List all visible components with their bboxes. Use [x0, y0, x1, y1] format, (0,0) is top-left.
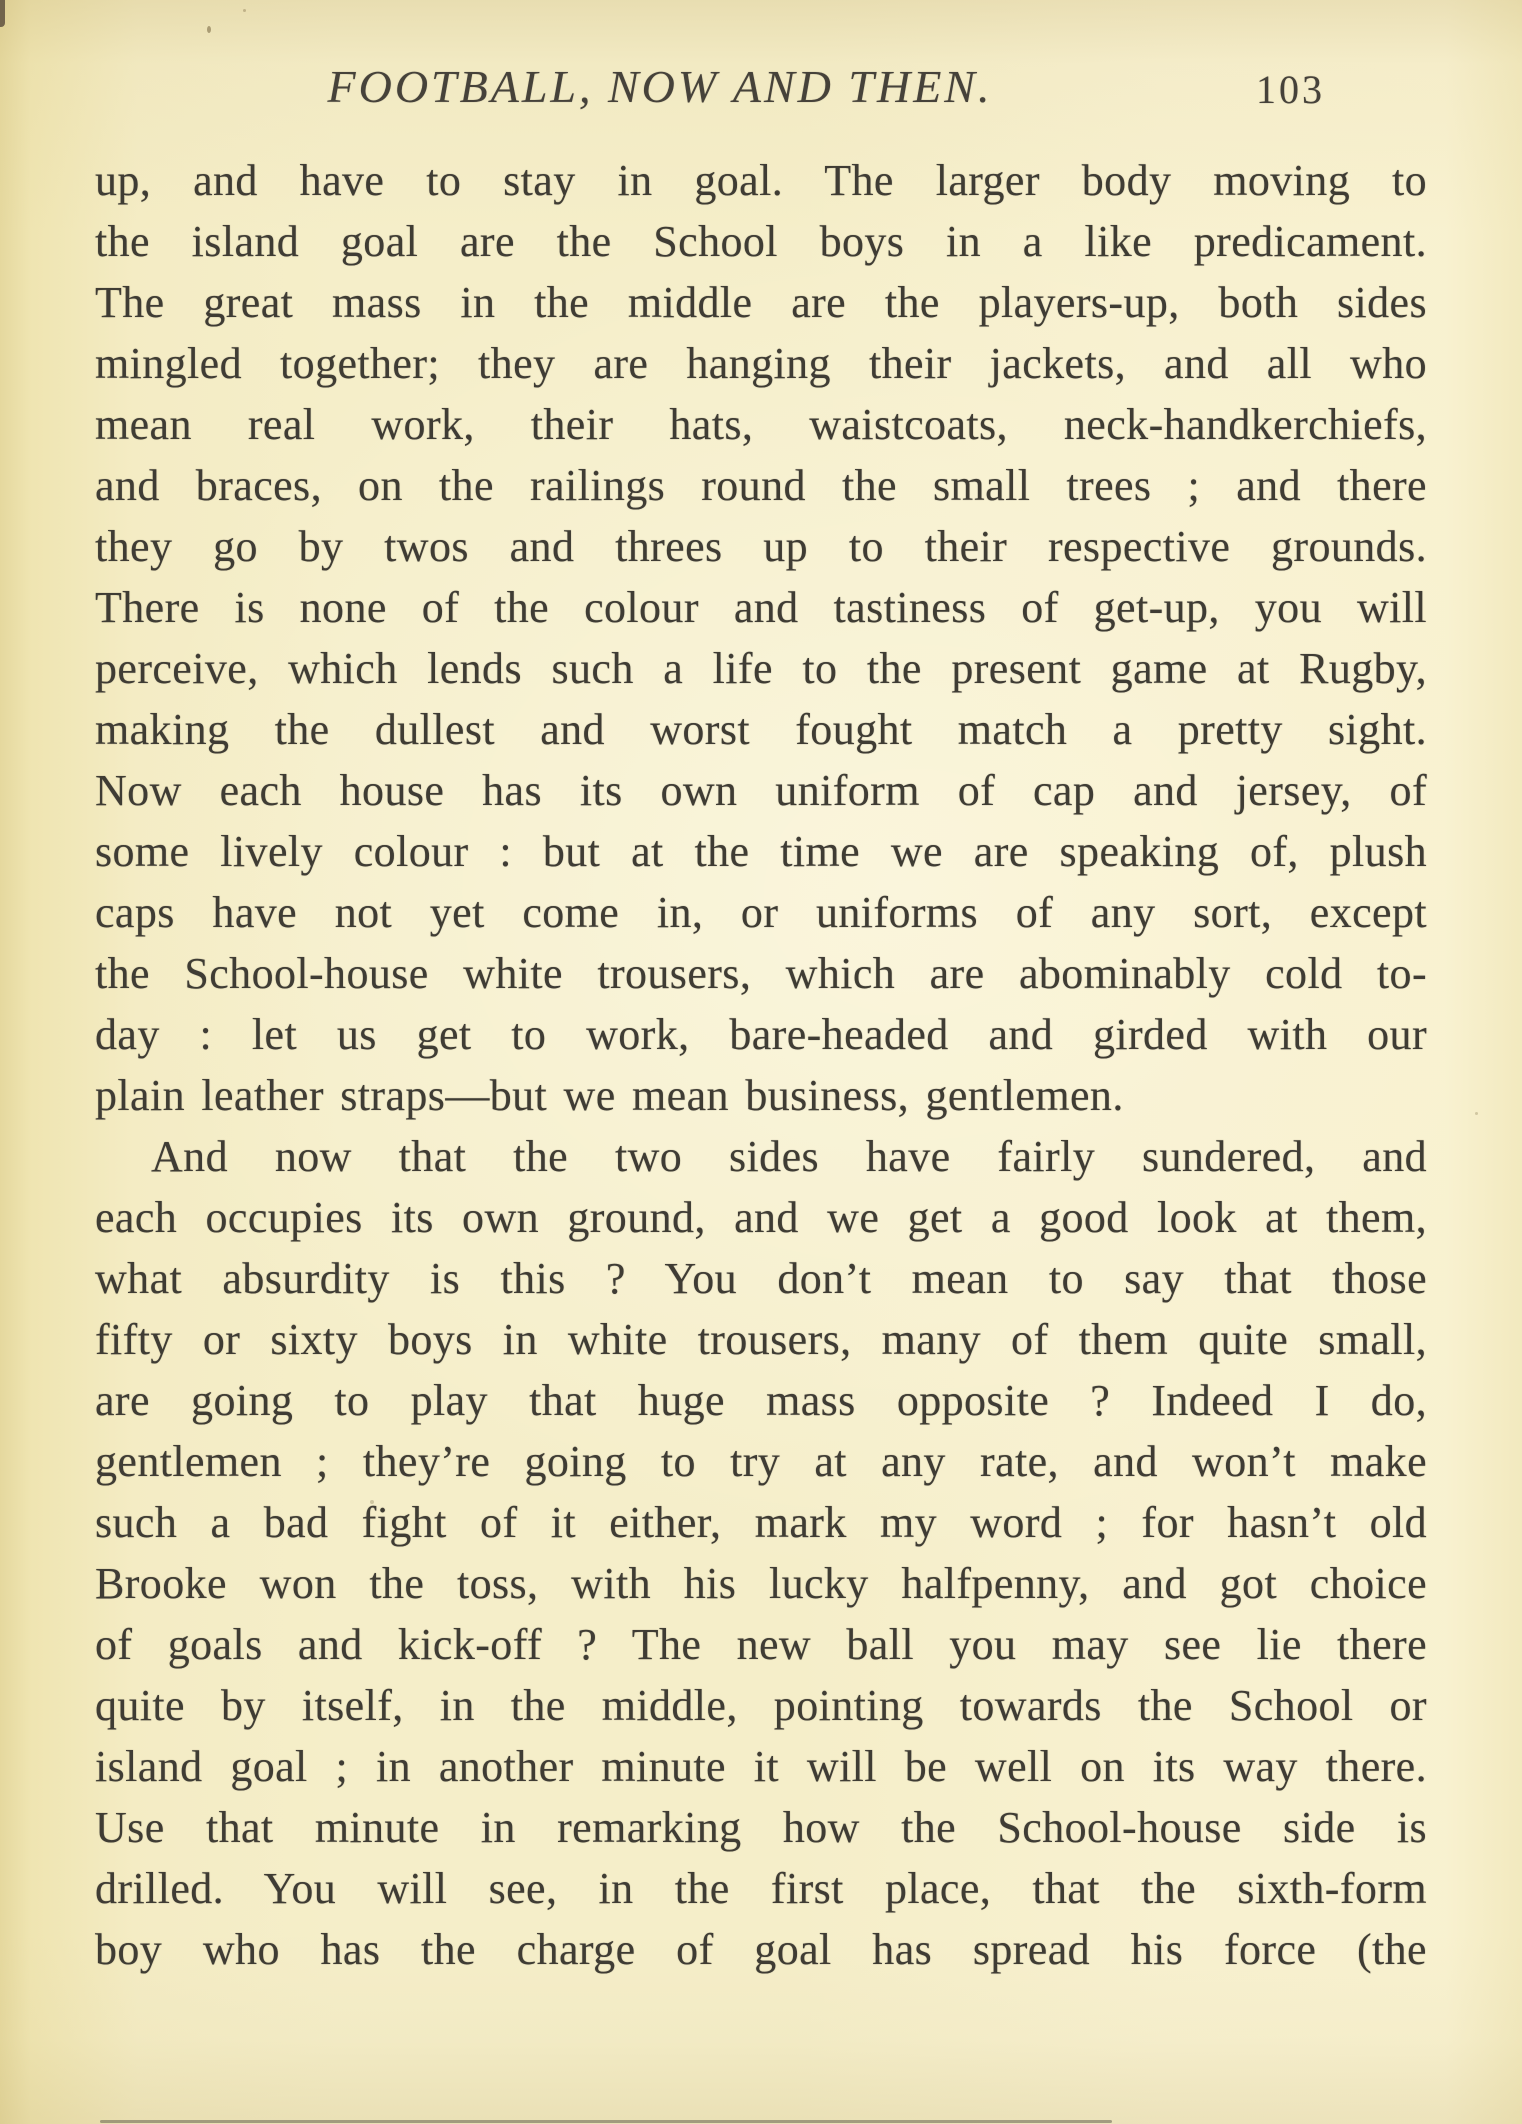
text-line: caps have not yet come in, or uniforms of any sort, except	[95, 888, 1427, 937]
text-line: gentlemen ; they’re going to try at any rate, and won’t make	[95, 1437, 1427, 1486]
paper-speck	[1475, 1112, 1478, 1115]
text-line: fifty or sixty boys in white trousers, many of them quite small,	[95, 1315, 1427, 1364]
text-line: day : let us get to work, bare-headed and girded with our	[95, 1010, 1427, 1059]
text-line: Brooke won the toss, with his lucky halfpenny, and got choice	[95, 1559, 1427, 1608]
text-line: up, and have to stay in goal. The larger body moving to	[95, 156, 1427, 205]
text-line: boy who has the charge of goal has spread his force (the	[95, 1925, 1427, 1974]
text-line: island goal ; in another minute it will be well on its way there.	[95, 1742, 1427, 1791]
text-line: each occupies its own ground, and we get a good look at them,	[95, 1193, 1427, 1242]
text-line: plain leather straps—but we mean business, gentlemen.	[95, 1071, 1124, 1120]
text-line: making the dullest and worst fought match a pretty sight.	[95, 705, 1427, 754]
paper-speck	[370, 1500, 374, 1504]
running-head-title: FOOTBALL, NOW AND THEN.	[327, 61, 993, 112]
text-line: Now each house has its own uniform of cap and jersey, of	[95, 766, 1427, 815]
text-line: are going to play that huge mass opposite ? Indeed I do,	[95, 1376, 1427, 1425]
text-line: drilled. You will see, in the first place, that the sixth-form	[95, 1864, 1427, 1913]
text-line: The great mass in the middle are the players-up, both sides	[95, 278, 1427, 327]
text-line: the School-house white trousers, which are abominably cold to-	[95, 949, 1427, 998]
text-line: they go by twos and threes up to their respective grounds.	[95, 522, 1427, 571]
text-line: There is none of the colour and tastiness of get-up, you will	[95, 583, 1427, 632]
text-line: quite by itself, in the middle, pointing towards the School or	[95, 1681, 1427, 1730]
text-line: the island goal are the School boys in a like predicament.	[95, 217, 1427, 266]
scan-edge-artifact	[0, 0, 5, 27]
text-line: mean real work, their hats, waistcoats, neck-handkerchiefs,	[95, 400, 1427, 449]
scan-edge-artifact	[100, 2120, 1112, 2123]
text-line: And now that the two sides have fairly sundered, and	[151, 1132, 1427, 1181]
text-line: perceive, which lends such a life to the present game at Rugby,	[95, 644, 1427, 693]
text-block	[95, 150, 1427, 1980]
paper-speck	[207, 26, 211, 33]
text-line: of goals and kick-off ? The new ball you may see lie there	[95, 1620, 1427, 1669]
page-number: 103	[1256, 67, 1325, 112]
text-line: and braces, on the railings round the small trees ; and there	[95, 461, 1427, 510]
paper-speck	[243, 9, 246, 12]
text-line: Use that minute in remarking how the School-house side is	[95, 1803, 1427, 1852]
text-line: what absurdity is this ? You don’t mean to say that those	[95, 1254, 1427, 1303]
text-line: such a bad fight of it either, mark my word ; for hasn’t old	[95, 1498, 1427, 1547]
text-line: mingled together; they are hanging their jackets, and all who	[95, 339, 1427, 388]
text-line: some lively colour : but at the time we are speaking of, plush	[95, 827, 1427, 876]
